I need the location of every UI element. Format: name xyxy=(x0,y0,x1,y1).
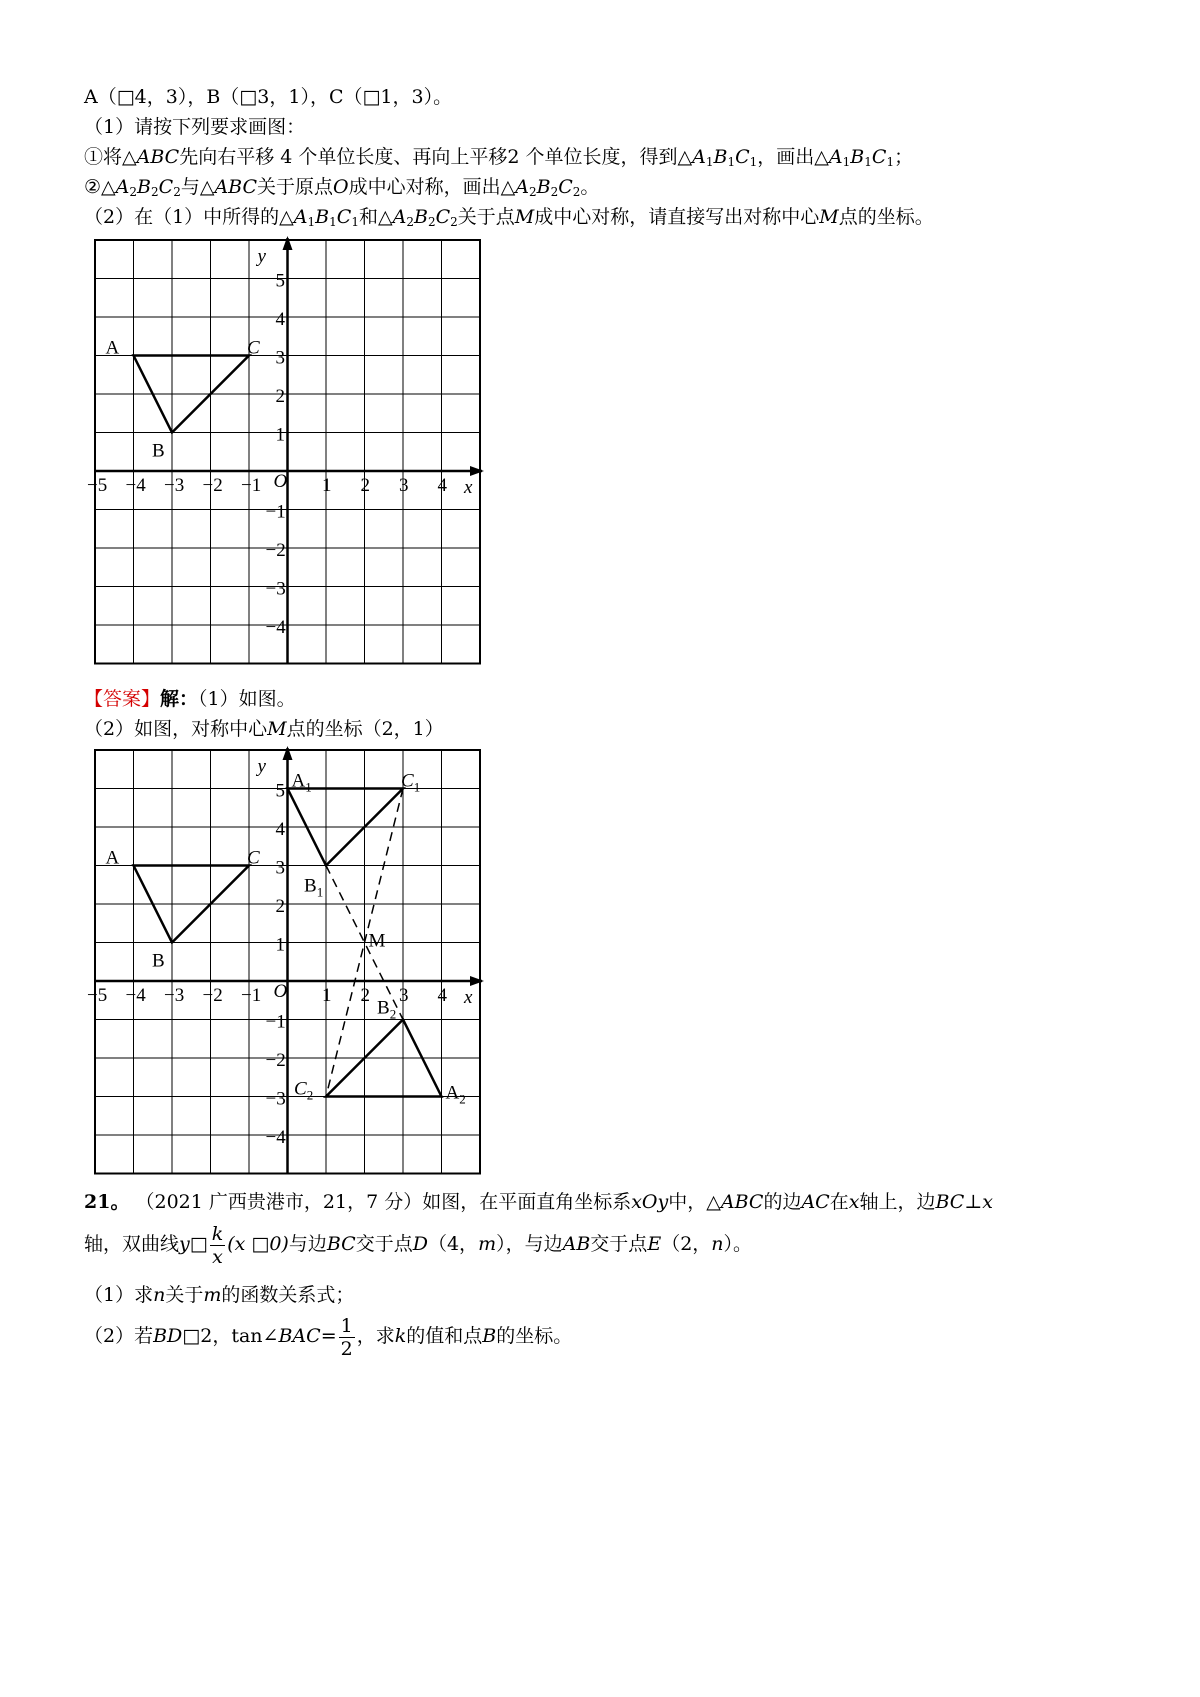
y-tick-label: 4 xyxy=(275,819,285,840)
text-seg: AC xyxy=(801,1191,830,1213)
point-label-a1: $A_1$ xyxy=(291,770,312,795)
text-seg: BAC xyxy=(278,1325,321,1347)
y-tick-label: 5 xyxy=(275,780,285,802)
text-seg: ABC xyxy=(720,1191,764,1213)
text-seg: （2）如图，对称中心 xyxy=(84,718,268,740)
q21-part1 xyxy=(84,1282,354,1308)
point-label-c2: $C_2$ xyxy=(294,1078,314,1103)
subscript: 2 xyxy=(173,185,181,199)
point-label-b: B xyxy=(152,440,165,462)
text-seg: 成中心对称，画出△ xyxy=(348,176,516,198)
subscript: 2 xyxy=(427,215,436,229)
text-seg: 交于点 xyxy=(590,1233,648,1255)
text-seg: □ xyxy=(189,1233,208,1255)
subscript: 2 xyxy=(129,185,138,199)
text-seg: xOy xyxy=(631,1191,669,1213)
y-tick-label: 3 xyxy=(275,857,285,879)
q21-part2 xyxy=(84,1314,572,1360)
point-label-b1: $B_1$ xyxy=(304,875,324,900)
text-seg: m xyxy=(478,1233,497,1255)
coords-text: A（□4，3），B（□3，1），C（□1，3）。 xyxy=(84,86,453,108)
y-tick-label: 1 xyxy=(275,934,285,956)
text-seg: 关于点 xyxy=(457,206,515,228)
origin-label: O xyxy=(273,471,288,492)
x-tick-label: −4 xyxy=(125,985,146,1006)
text-seg: 关于 xyxy=(165,1284,204,1306)
x-tick-label: 3 xyxy=(399,985,409,1006)
text-seg: AB xyxy=(562,1233,591,1255)
point-label-a2: $A_2$ xyxy=(445,1082,466,1107)
text-seg: m xyxy=(203,1284,222,1306)
subscript: 1 xyxy=(307,215,316,229)
text-seg: 与△ xyxy=(180,176,215,198)
subscript: 2 xyxy=(572,185,581,199)
x-tick-label: −2 xyxy=(202,985,223,1006)
text-seg: 的值和点 xyxy=(406,1325,483,1347)
x-tick-label: −3 xyxy=(164,985,185,1006)
frac-den: x xyxy=(212,1245,223,1268)
y-tick-label: 1 xyxy=(275,424,285,446)
text-seg: ①将△ xyxy=(84,146,137,168)
point-label-b2: $B_2$ xyxy=(377,997,397,1022)
part1-text: （1）请按下列要求画图： xyxy=(84,116,306,138)
text-seg: ⊥ xyxy=(964,1191,983,1213)
coords-line xyxy=(84,84,452,110)
subscript: 1 xyxy=(705,155,714,169)
x-tick-label: −5 xyxy=(87,475,108,496)
text-seg: n xyxy=(153,1284,166,1306)
text-seg: 与边 xyxy=(288,1233,327,1255)
subscript: 2 xyxy=(528,185,537,199)
y-tick-label: −4 xyxy=(265,617,286,638)
text-seg: ABC xyxy=(136,146,180,168)
part2-question: （2）在（1）中所得的$\triangle A_1B_1C_1$和$\triangle A_2B_2C_2$关于点M成中心对称，请直接写出对称中心M点的坐标。 xyxy=(84,206,934,229)
answer-line2 xyxy=(84,716,444,742)
text-seg: 交于点 xyxy=(355,1233,413,1255)
text-seg: （4， xyxy=(427,1233,479,1255)
subscript: 1 xyxy=(351,215,359,229)
subscript: 2 xyxy=(450,215,458,229)
y-axis-label: y xyxy=(257,246,266,267)
text-seg: ABC xyxy=(214,176,258,198)
text-seg: ，画出△ xyxy=(757,146,829,168)
subscript: 1 xyxy=(864,155,872,169)
x-tick-label: −2 xyxy=(202,475,223,496)
x-tick-label: −1 xyxy=(241,475,262,496)
x-axis-label: x xyxy=(464,987,473,1008)
coordinate-grid-answer xyxy=(87,748,490,1178)
x-axis-arrow xyxy=(470,466,484,476)
x-tick-label: 3 xyxy=(399,475,409,496)
text-seg: □2，tan∠ xyxy=(182,1325,279,1347)
text-seg: M xyxy=(819,206,839,228)
x-tick-label: 2 xyxy=(360,475,370,496)
point-label-a: A xyxy=(105,847,120,869)
text-seg: （2， xyxy=(661,1233,712,1255)
q21-line1 xyxy=(84,1189,993,1215)
x-tick-label: 1 xyxy=(322,985,332,1006)
point-label-c: C xyxy=(247,847,260,869)
text-seg: D xyxy=(412,1233,428,1255)
text-seg: 。 xyxy=(580,176,600,198)
x-tick-label: 2 xyxy=(360,985,370,1006)
text-seg: （2）若 xyxy=(84,1325,154,1347)
point-label-c: C xyxy=(247,337,260,359)
point-label-a: A xyxy=(105,337,120,359)
subscript: 2 xyxy=(550,185,559,199)
text-seg: 和△ xyxy=(358,206,393,228)
point-label-m: M xyxy=(368,930,386,952)
x-tick-label: −3 xyxy=(164,475,185,496)
text-seg: E xyxy=(647,1233,662,1255)
y-tick-label: −1 xyxy=(265,1011,286,1033)
text-seg: ； xyxy=(894,146,914,168)
answer-part1: （1）如图。 xyxy=(198,688,296,710)
subscript: 1 xyxy=(329,215,337,229)
text-seg: 中，△ xyxy=(668,1191,721,1213)
text-seg: （2）在（1）中所得的△ xyxy=(84,206,294,228)
x-axis-label: x xyxy=(464,477,473,498)
text-seg: 轴，双曲线 xyxy=(84,1233,180,1255)
text-seg: (x □0) xyxy=(227,1233,289,1255)
text-seg: B xyxy=(482,1325,497,1347)
text-seg: 的函数关系式； xyxy=(221,1284,355,1306)
x-tick-label: 4 xyxy=(437,475,447,496)
text-seg: ，求 xyxy=(356,1325,395,1347)
text-seg: O xyxy=(333,176,349,198)
y-tick-label: −4 xyxy=(265,1127,286,1148)
text-seg: 成中心对称，请直接写出对称中心 xyxy=(534,206,820,228)
answer-line1 xyxy=(84,686,296,712)
text-seg: ），与边 xyxy=(496,1233,563,1255)
text-seg: 在 xyxy=(829,1191,849,1213)
y-axis-label: y xyxy=(257,756,266,777)
point-label-b: B xyxy=(152,950,165,972)
y-axis-arrow xyxy=(283,746,293,760)
question-number: 21。 xyxy=(84,1191,130,1213)
y-tick-label: −3 xyxy=(265,578,286,600)
x-tick-label: 4 xyxy=(437,985,447,1006)
subscript: 1 xyxy=(842,155,851,169)
x-axis-arrow xyxy=(470,976,484,986)
text-seg: x xyxy=(982,1191,993,1213)
subscript: 1 xyxy=(727,155,736,169)
text-seg: ②△ xyxy=(84,176,116,198)
frac-num: k xyxy=(211,1222,224,1245)
text-seg: 的边 xyxy=(763,1191,802,1213)
text-seg: ）。 xyxy=(723,1233,753,1255)
subscript: 2 xyxy=(151,185,159,199)
instruction-translate: ①将△ABC先向右平移 4 个单位长度、再向上平移2 个单位长度，得到$\triangle A_1B_1C_1$，画出$\triangle A_1B_1C_1$； xyxy=(84,146,914,169)
subscript: 1 xyxy=(886,155,895,169)
y-tick-label: −3 xyxy=(265,1088,286,1110)
text-seg: BC xyxy=(935,1191,965,1213)
fraction-one-half xyxy=(339,1315,355,1360)
answer-tag: 【答案】 xyxy=(84,688,161,710)
origin-label: O xyxy=(273,981,288,1002)
answer-jie: 解： xyxy=(160,688,199,710)
text-seg: 轴上，边 xyxy=(859,1191,936,1213)
y-tick-label: 3 xyxy=(275,347,285,369)
x-tick-label: 1 xyxy=(322,475,332,496)
subscript: 2 xyxy=(406,215,414,229)
y-axis-arrow xyxy=(283,236,293,250)
x-tick-label: −5 xyxy=(87,985,108,1006)
text-seg: 点的坐标。 xyxy=(838,206,934,228)
text-seg: = xyxy=(320,1325,337,1347)
y-tick-label: 2 xyxy=(275,896,285,917)
text-seg: 先向右平移 4 个单位长度、再向上平移2 个单位长度，得到△ xyxy=(179,146,693,168)
y-tick-label: −2 xyxy=(265,540,286,561)
instruction-symmetry: $②\triangle A_2B_2C_2$与△ABC关于原点O成中心对称，画出$\triangle A_2B_2C_2$。 xyxy=(84,176,600,199)
text-seg: 的坐标。 xyxy=(496,1325,573,1347)
frac-num: 1 xyxy=(340,1314,353,1337)
text-seg: （2021 广西贵港市，21，7 分）如图，在平面直角坐标系 xyxy=(135,1191,632,1213)
text-seg: BD xyxy=(153,1325,183,1347)
text-seg: y xyxy=(179,1233,190,1255)
y-tick-label: 5 xyxy=(275,270,285,292)
point-label-c1: $C_1$ xyxy=(401,770,421,795)
text-seg: 关于原点 xyxy=(257,176,334,198)
frac-den: 2 xyxy=(340,1337,353,1360)
q21-line2 xyxy=(84,1222,752,1268)
part1-heading xyxy=(84,114,305,140)
text-seg: n xyxy=(711,1233,724,1255)
coordinate-grid-question xyxy=(87,238,490,668)
y-tick-label: 4 xyxy=(275,309,285,330)
y-tick-label: 2 xyxy=(275,386,285,407)
text-seg: k xyxy=(394,1325,407,1347)
text-seg: x xyxy=(848,1191,860,1213)
fraction-k-over-x xyxy=(210,1223,226,1268)
y-tick-label: −2 xyxy=(265,1050,286,1071)
x-tick-label: −4 xyxy=(125,475,146,496)
x-tick-label: −1 xyxy=(241,985,262,1006)
text-seg: BC xyxy=(326,1233,356,1255)
text-seg: （1）求 xyxy=(84,1284,154,1306)
text-seg: M xyxy=(514,206,535,228)
text-seg: M xyxy=(267,718,287,740)
y-tick-label: −1 xyxy=(265,501,286,523)
subscript: 1 xyxy=(749,155,758,169)
text-seg: 点的坐标（2，1） xyxy=(286,718,444,740)
